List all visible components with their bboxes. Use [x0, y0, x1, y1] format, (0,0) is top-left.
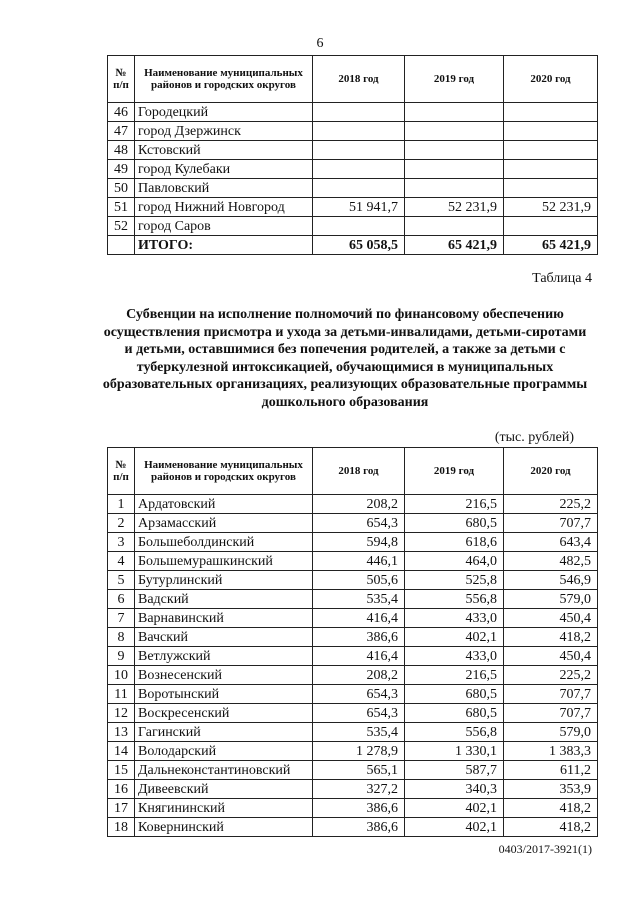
row-name: Вадский	[135, 590, 313, 609]
row-name: Арзамасский	[135, 514, 313, 533]
value-2020: 482,5	[504, 552, 598, 571]
row-number: 3	[108, 533, 135, 552]
row-name: Вачский	[135, 628, 313, 647]
total-num	[108, 236, 135, 255]
value-2018: 594,8	[313, 533, 405, 552]
value-2020: 546,9	[504, 571, 598, 590]
value-2020: 643,4	[504, 533, 598, 552]
value-2020: 52 231,9	[504, 198, 598, 217]
value-2019: 556,8	[405, 590, 504, 609]
value-2018	[313, 122, 405, 141]
row-name: Большемурашкинский	[135, 552, 313, 571]
value-2019: 1 330,1	[405, 742, 504, 761]
document-code: 0403/2017-3921(1)	[498, 842, 592, 856]
row-name: Дальнеконстантиновский	[135, 761, 313, 780]
row-name: Городецкий	[135, 103, 313, 122]
row-name: Павловский	[135, 179, 313, 198]
table-title: Субвенции на исполнение полномочий по финансовому обеспечению осуществления присмотра и ухода за детьми-инвалидами, детьми-сиротами и детьми, оставшимися без попечения родителей, а также за детьми с туберкулезной интоксикацией, обучающимися в муниципальных образовательных организациях, реализующих образовательные программы дошкольного образования	[102, 307, 588, 410]
total-2019: 65 421,9	[405, 236, 504, 255]
value-2020: 1 383,3	[504, 742, 598, 761]
value-2018: 416,4	[313, 609, 405, 628]
table-row	[108, 103, 598, 122]
table-row	[108, 122, 598, 141]
value-2018: 208,2	[313, 495, 405, 514]
row-name: город Нижний Новгород	[135, 198, 313, 217]
value-2019: 680,5	[405, 514, 504, 533]
value-2019: 525,8	[405, 571, 504, 590]
value-2019: 216,5	[405, 666, 504, 685]
value-2019: 402,1	[405, 628, 504, 647]
row-name: Кстовский	[135, 141, 313, 160]
value-2020	[504, 160, 598, 179]
value-2020	[504, 103, 598, 122]
row-name: Дивеевский	[135, 780, 313, 799]
row-number: 46	[108, 103, 135, 122]
table-row	[108, 217, 598, 236]
table-2-body	[108, 495, 598, 837]
total-row	[108, 236, 598, 255]
value-2020: 450,4	[504, 609, 598, 628]
row-number: 2	[108, 514, 135, 533]
row-name: Володарский	[135, 742, 313, 761]
row-name: Ковернинский	[135, 818, 313, 837]
table-1	[107, 55, 598, 255]
value-2019	[405, 141, 504, 160]
row-number: 10	[108, 666, 135, 685]
value-2019: 680,5	[405, 685, 504, 704]
table-row	[108, 495, 598, 514]
row-name: Большеболдинский	[135, 533, 313, 552]
header-2019: 2019 год	[405, 448, 504, 495]
row-number: 50	[108, 179, 135, 198]
row-number: 15	[108, 761, 135, 780]
table-row	[108, 647, 598, 666]
value-2020	[504, 179, 598, 198]
header-name: Наименование муниципальных районов и городских округов	[135, 56, 313, 103]
value-2018: 654,3	[313, 704, 405, 723]
row-name: город Дзержинск	[135, 122, 313, 141]
value-2019	[405, 160, 504, 179]
value-2018: 51 941,7	[313, 198, 405, 217]
table-row	[108, 179, 598, 198]
table-caption: Таблица 4	[532, 271, 592, 286]
value-2019: 402,1	[405, 799, 504, 818]
table-row	[108, 533, 598, 552]
value-2020: 707,7	[504, 685, 598, 704]
value-2019: 587,7	[405, 761, 504, 780]
value-2018: 386,6	[313, 799, 405, 818]
row-name: Вознесенский	[135, 666, 313, 685]
table-row	[108, 590, 598, 609]
row-name: Княгининский	[135, 799, 313, 818]
row-number: 7	[108, 609, 135, 628]
row-name: Гагинский	[135, 723, 313, 742]
row-name: город Кулебаки	[135, 160, 313, 179]
value-2018: 565,1	[313, 761, 405, 780]
value-2019: 680,5	[405, 704, 504, 723]
table-row	[108, 799, 598, 818]
value-2020	[504, 122, 598, 141]
value-2018	[313, 217, 405, 236]
table-row	[108, 628, 598, 647]
row-number: 16	[108, 780, 135, 799]
value-2020: 450,4	[504, 647, 598, 666]
value-2020: 707,7	[504, 704, 598, 723]
row-name: Варнавинский	[135, 609, 313, 628]
value-2020: 579,0	[504, 590, 598, 609]
row-number: 51	[108, 198, 135, 217]
row-number: 49	[108, 160, 135, 179]
value-2018: 386,6	[313, 818, 405, 837]
value-2018: 535,4	[313, 723, 405, 742]
table-row	[108, 571, 598, 590]
page-number: 6	[316, 36, 324, 51]
table-row	[108, 552, 598, 571]
row-name: Воротынский	[135, 685, 313, 704]
value-2019: 340,3	[405, 780, 504, 799]
header-num: № п/п	[108, 448, 135, 495]
value-2020: 707,7	[504, 514, 598, 533]
row-number: 9	[108, 647, 135, 666]
table-row	[108, 685, 598, 704]
value-2019	[405, 103, 504, 122]
row-number: 17	[108, 799, 135, 818]
row-name: Бутурлинский	[135, 571, 313, 590]
header-num: № п/п	[108, 56, 135, 103]
value-2018: 327,2	[313, 780, 405, 799]
row-number: 48	[108, 141, 135, 160]
value-2019: 216,5	[405, 495, 504, 514]
row-number: 8	[108, 628, 135, 647]
value-2019: 433,0	[405, 609, 504, 628]
row-number: 18	[108, 818, 135, 837]
value-2019: 433,0	[405, 647, 504, 666]
table-row	[108, 666, 598, 685]
value-2020: 418,2	[504, 628, 598, 647]
row-number: 6	[108, 590, 135, 609]
row-number: 47	[108, 122, 135, 141]
header-name: Наименование муниципальных районов и городских округов	[135, 448, 313, 495]
row-name: Ветлужский	[135, 647, 313, 666]
table-row	[108, 742, 598, 761]
row-number: 5	[108, 571, 135, 590]
value-2018	[313, 103, 405, 122]
table-header-row	[108, 56, 598, 103]
value-2018: 654,3	[313, 685, 405, 704]
value-2020: 418,2	[504, 799, 598, 818]
total-2018: 65 058,5	[313, 236, 405, 255]
value-2019: 402,1	[405, 818, 504, 837]
header-2018: 2018 год	[313, 448, 405, 495]
table-row	[108, 609, 598, 628]
table-row	[108, 780, 598, 799]
value-2019	[405, 217, 504, 236]
value-2019: 556,8	[405, 723, 504, 742]
value-2020: 579,0	[504, 723, 598, 742]
row-number: 14	[108, 742, 135, 761]
row-name: Воскресенский	[135, 704, 313, 723]
table-row	[108, 141, 598, 160]
header-2019: 2019 год	[405, 56, 504, 103]
table-row	[108, 761, 598, 780]
value-2018	[313, 179, 405, 198]
value-2020	[504, 141, 598, 160]
value-2018: 208,2	[313, 666, 405, 685]
value-2018	[313, 141, 405, 160]
value-2019	[405, 179, 504, 198]
header-2020: 2020 год	[504, 56, 598, 103]
total-2020: 65 421,9	[504, 236, 598, 255]
table-row	[108, 704, 598, 723]
header-2018: 2018 год	[313, 56, 405, 103]
value-2018: 446,1	[313, 552, 405, 571]
row-number: 11	[108, 685, 135, 704]
value-2018: 1 278,9	[313, 742, 405, 761]
value-2018: 654,3	[313, 514, 405, 533]
value-2018: 535,4	[313, 590, 405, 609]
value-2019: 52 231,9	[405, 198, 504, 217]
row-number: 1	[108, 495, 135, 514]
table-1-body	[108, 103, 598, 236]
total-label: ИТОГО:	[135, 236, 313, 255]
value-2019	[405, 122, 504, 141]
row-name: Ардатовский	[135, 495, 313, 514]
value-2018	[313, 160, 405, 179]
value-2020: 418,2	[504, 818, 598, 837]
value-2018: 416,4	[313, 647, 405, 666]
value-2020: 225,2	[504, 495, 598, 514]
value-2020: 611,2	[504, 761, 598, 780]
table-row	[108, 198, 598, 217]
table-row	[108, 723, 598, 742]
table-row	[108, 160, 598, 179]
row-number: 13	[108, 723, 135, 742]
row-number: 4	[108, 552, 135, 571]
value-2020: 353,9	[504, 780, 598, 799]
value-2019: 464,0	[405, 552, 504, 571]
table-header-row	[108, 448, 598, 495]
value-2020	[504, 217, 598, 236]
header-2020: 2020 год	[504, 448, 598, 495]
table-2	[107, 447, 598, 837]
row-number: 52	[108, 217, 135, 236]
value-2018: 505,6	[313, 571, 405, 590]
row-number: 12	[108, 704, 135, 723]
value-2019: 618,6	[405, 533, 504, 552]
units-label: (тыс. рублей)	[494, 430, 574, 445]
value-2020: 225,2	[504, 666, 598, 685]
table-row	[108, 818, 598, 837]
table-row	[108, 514, 598, 533]
row-name: город Саров	[135, 217, 313, 236]
value-2018: 386,6	[313, 628, 405, 647]
